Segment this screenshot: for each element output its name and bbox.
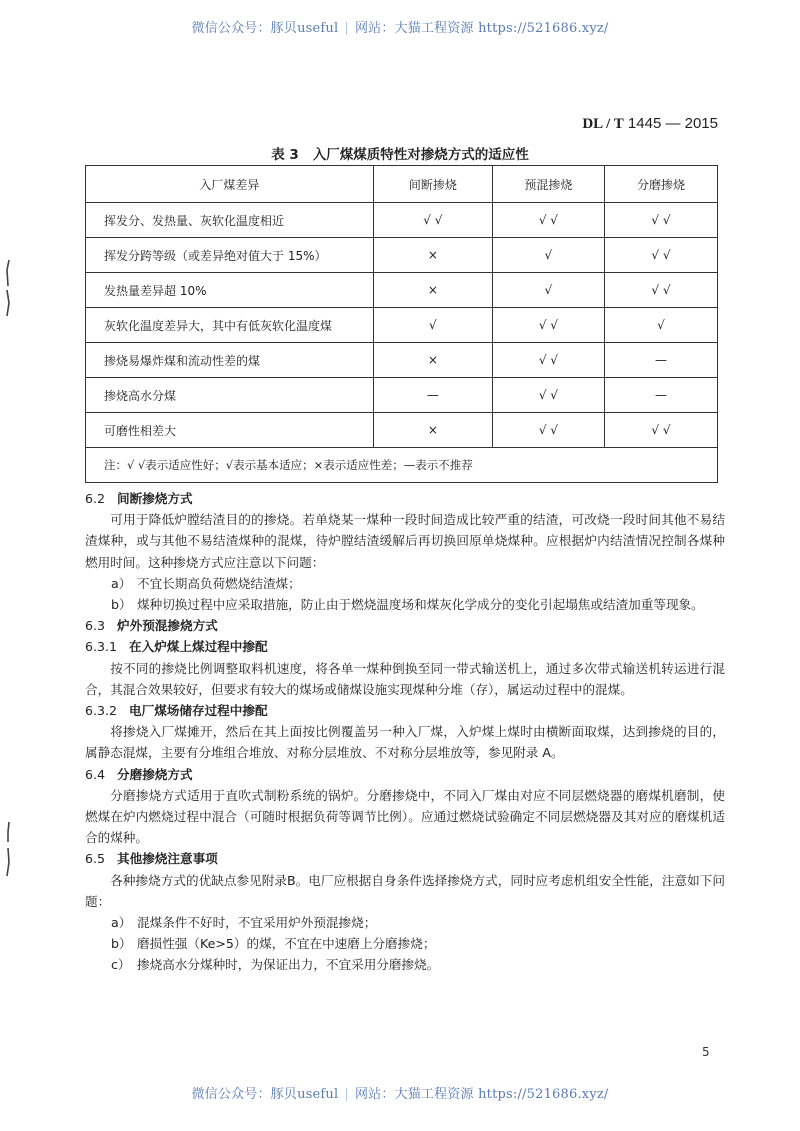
table-cell: —: [604, 343, 717, 378]
table-header-row: [86, 166, 718, 203]
list-item: a） 不宜长期高负荷燃烧结渣煤；: [111, 575, 301, 591]
table-cell: 掺烧高水分煤: [86, 378, 374, 413]
table-cell: √ √: [373, 203, 492, 238]
table-cell: √ √: [604, 413, 717, 448]
table-cell: √ √: [492, 413, 604, 448]
section-paragraph: 分磨掺烧方式适用于直吹式制粉系统的锅炉。分磨掺烧中，不同入厂煤由对应不同层燃烧器的磨煤机磨制，使燃煤在炉内燃烧过程中混合（可随时根据负荷等调节比例）。应通过燃烧试验确定不同层燃烧器及其对应的磨煤机适合的煤种。: [85, 787, 725, 846]
table-note-row: [86, 448, 718, 483]
column-header: 间断掺烧: [373, 166, 492, 203]
column-header: 预混掺烧: [492, 166, 604, 203]
table-row: [86, 308, 718, 343]
section-paragraph: 可用于降低炉膛结渣目的的掺烧。若单烧某一煤种一段时间造成比较严重的结渣，可改烧一段时间其他不易结渣煤种，或与其他不易结渣煤种的混煤，待炉膛结渣缓解后再切换回原单烧煤种。应根据炉内结渣情况控制各煤种燃用时间。这种掺烧方式应注意以下问题：: [85, 512, 725, 570]
table-cell: √ √: [604, 203, 717, 238]
table-cell: √ √: [604, 238, 717, 273]
table-cell: —: [373, 378, 492, 413]
list-item: b） 磨损性强（Ke>5）的煤，不宜在中速磨上分磨掺烧；: [111, 936, 436, 952]
watermark-separator: |: [344, 1087, 349, 1102]
watermark-top: [0, 17, 800, 36]
list-item: b） 煤种切换过程中应采取措施，防止由于燃烧温度场和煤灰化学成分的变化引起塌焦或结渣加重等现象。: [111, 597, 704, 613]
table-cell: √ √: [492, 308, 604, 343]
section-heading-6-3-2: 6.3.2 电厂煤场储存过程中掺配: [85, 703, 268, 719]
table-cell: √ √: [492, 378, 604, 413]
table-cell: 挥发分、发热量、灰软化温度相近: [86, 203, 374, 238]
section-heading-6-5: 6.5 其他掺烧注意事项: [85, 851, 218, 867]
table-cell: √: [492, 238, 604, 273]
section-heading-6-2: 6.2 间断掺烧方式: [85, 491, 193, 506]
list-item: c） 掺烧高水分煤种时，为保证出力，不宜采用分磨掺烧。: [111, 957, 440, 973]
page-number: 5: [702, 1045, 710, 1059]
table-cell: ×: [373, 238, 492, 273]
table-cell: 灰软化温度差异大，其中有低灰软化温度煤: [86, 308, 374, 343]
table-row: [86, 273, 718, 308]
table-cell: 掺烧易爆炸煤和流动性差的煤: [86, 343, 374, 378]
coal-fitness-table: [85, 165, 718, 483]
watermark-separator: |: [344, 21, 349, 36]
table-cell: √ √: [604, 273, 717, 308]
table-cell: √: [492, 273, 604, 308]
table-row: [86, 378, 718, 413]
table-row: [86, 238, 718, 273]
section-heading-6-3-1: 6.3.1 在入炉煤上煤过程中掺配: [85, 639, 268, 655]
table-cell: 挥发分跨等级（或差异绝对值大于 15%）: [86, 238, 374, 273]
column-header: 入厂煤差异: [86, 166, 374, 203]
table-cell: √ √: [492, 203, 604, 238]
section-paragraph: 将掺烧入厂煤摊开，然后在其上面按比例覆盖另一种入厂煤，入炉煤上煤时由横断面取煤，达到掺烧的目的，属静态混煤，主要有分堆组合堆放、对称分层堆放、不对称分层堆放等，参见附录 A。: [85, 724, 725, 761]
section-paragraph: 各种掺烧方式的优缺点参见附录B。电厂应根据自身条件选择掺烧方式，同时应考虑机组安全性能，注意如下问题：: [85, 872, 725, 909]
standard-code-prefix: DL / T: [582, 116, 624, 132]
document-body: [85, 488, 725, 976]
table-cell: 发热量差异超 10%: [86, 273, 374, 308]
table-cell: 可磨性相差大: [86, 413, 374, 448]
table-number: 表 3: [271, 147, 299, 163]
watermark-right-text: 网站：大猫工程资源 https://521686.xyz/: [354, 1087, 609, 1102]
table-cell: —: [604, 378, 717, 413]
watermark-right-text: 网站：大猫工程资源 https://521686.xyz/: [354, 21, 609, 36]
section-heading-6-3: 6.3 炉外预混掺烧方式: [85, 618, 218, 634]
table-cell: ×: [373, 273, 492, 308]
binding-mark-icon: [4, 820, 12, 880]
table-cell: √: [604, 308, 717, 343]
section-paragraph: 按不同的掺烧比例调整取料机速度，将各单一煤种倒换至同一带式输送机上，通过多次带式输送机转运进行混合，其混合效果较好，但要求有较大的煤场或储煤设施实现煤种分堆（存），属运动过程中的混煤。: [85, 660, 725, 697]
standard-code: [582, 115, 718, 133]
table-caption: [0, 143, 800, 163]
table-row: [86, 413, 718, 448]
section-heading-6-4: 6.4 分磨掺烧方式: [85, 766, 193, 782]
watermark-bottom: [0, 1083, 800, 1102]
table-row: [86, 203, 718, 238]
standard-code-number: 1445 — 2015: [627, 115, 718, 132]
watermark-left-text: 微信公众号：豚贝useful: [191, 21, 339, 36]
table-cell: √: [373, 308, 492, 343]
table-cell: ×: [373, 343, 492, 378]
list-item: a） 混煤条件不好时，不宜采用炉外预混掺烧；: [111, 915, 377, 931]
binding-mark-icon: [4, 258, 12, 318]
table-note: 注：√ √表示适应性好；√表示基本适应；×表示适应性差；—表示不推荐: [86, 448, 718, 483]
table-cell: √ √: [492, 343, 604, 378]
table-row: [86, 343, 718, 378]
column-header: 分磨掺烧: [604, 166, 717, 203]
watermark-left-text: 微信公众号：豚贝useful: [191, 1087, 339, 1102]
table-title: 入厂煤煤质特性对掺烧方式的适应性: [312, 147, 529, 163]
table-cell: ×: [373, 413, 492, 448]
